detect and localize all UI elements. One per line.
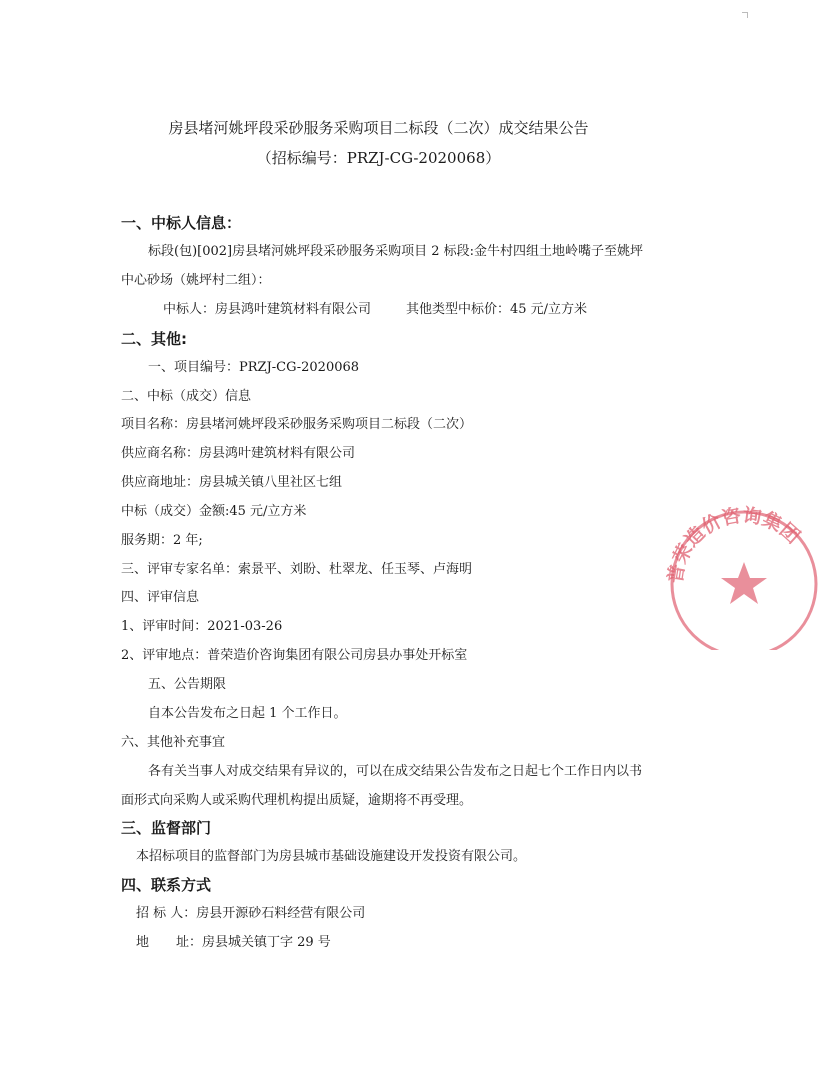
s2-project-name: 项目名称：房县堵河姚坪段采砂服务采购项目二标段（二次） bbox=[121, 417, 473, 432]
company-seal-stamp bbox=[660, 500, 804, 650]
section2-heading: 二、其他: bbox=[121, 330, 187, 348]
section4-heading: 四、联系方式 bbox=[121, 876, 212, 894]
s2-award-info: 二、中标（成交）信息 bbox=[121, 389, 252, 404]
s1-lot-line2: 中心砂场（姚坪村二组）： bbox=[121, 273, 271, 288]
s4-tenderer: 招 标 人：房县开源砂石料经营有限公司 bbox=[136, 906, 366, 921]
svg-text:普荣造价咨询集团 bbox=[663, 504, 803, 585]
s2-supplier-name: 供应商名称：房县鸿叶建筑材料有限公司 bbox=[121, 446, 356, 461]
section1-heading: 一、中标人信息： bbox=[121, 214, 242, 232]
s2-notice-period: 五、公告期限 bbox=[148, 677, 227, 692]
s2-notice-text: 自本公告发布之日起 1 个工作日。 bbox=[148, 706, 347, 721]
s2-supplier-address: 供应商地址：房县城关镇八里社区七组 bbox=[121, 475, 343, 490]
s1-lot-line1: 标段(包)[002]房县堵河姚坪段采砂服务采购项目 2 标段:金牛村四组土地岭嘴子至姚坪 bbox=[148, 244, 644, 259]
page-corner-mark bbox=[742, 12, 748, 18]
s2-other-text-line2: 面形式向采购人或采购代理机构提出质疑，逾期将不再受理。 bbox=[121, 793, 473, 808]
s2-review-info: 四、评审信息 bbox=[121, 590, 200, 605]
s2-expert-list: 三、评审专家名单：索景平、刘盼、杜翠龙、任玉琴、卢海明 bbox=[121, 562, 473, 577]
section3-heading: 三、监督部门 bbox=[121, 819, 212, 837]
s1-price: 其他类型中标价：45 元/立方米 bbox=[406, 302, 588, 317]
doc-title: 房县堵河姚坪段采砂服务采购项目二标段（二次）成交结果公告 bbox=[168, 119, 589, 137]
s4-address-value: 址：房县城关镇丁字 29 号 bbox=[176, 935, 331, 950]
s3-supervisor-text: 本招标项目的监督部门为房县城市基础设施建设开发投资有限公司。 bbox=[136, 849, 527, 864]
s2-service-period: 服务期：2 年; bbox=[121, 533, 203, 548]
s4-address-label: 地 bbox=[136, 935, 150, 950]
s2-review-time: 1、评审时间：2021-03-26 bbox=[121, 619, 283, 634]
s2-award-amount: 中标（成交）金额:45 元/立方米 bbox=[121, 504, 307, 519]
s2-project-number: 一、项目编号：PRZJ-CG-2020068 bbox=[148, 360, 360, 375]
s2-review-place: 2、评审地点：普荣造价咨询集团有限公司房县办事处开标室 bbox=[121, 648, 468, 663]
s2-other-matters: 六、其他补充事宜 bbox=[121, 735, 226, 750]
s1-winner: 中标人：房县鸿叶建筑材料有限公司 bbox=[163, 302, 372, 317]
seal-text: 普荣造价咨询集团 bbox=[664, 504, 804, 585]
doc-subtitle: （招标编号：PRZJ-CG-2020068） bbox=[256, 149, 501, 167]
s2-other-text-line1: 各有关当事人对成交结果有异议的，可以在成交结果公告发布之日起七个工作日内以书 bbox=[148, 764, 643, 779]
